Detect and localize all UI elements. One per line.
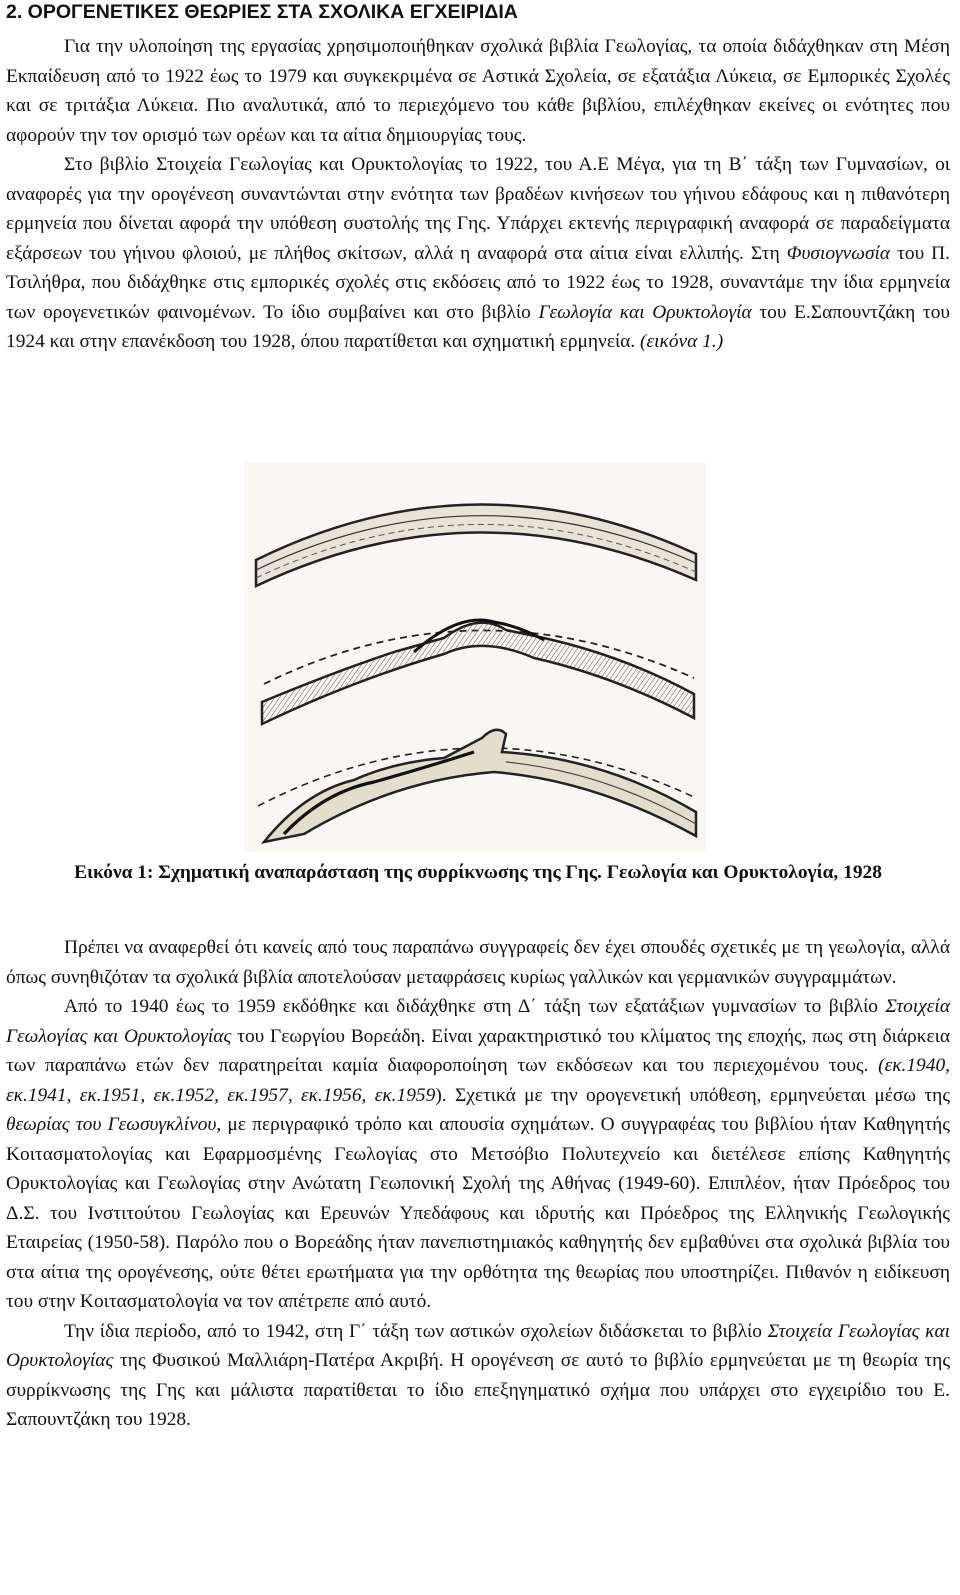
italic-title: Στοιχεία Γεωλογίας και Ορυκτολογίας	[6, 996, 950, 1047]
text-run: του Γεωργίου Βορεάδη. Είναι χαρακτηριστικό του κλίματος της εποχής, πως στη διάρκεια των παραπάνω ετών δεν παρατηρείται καμία διαφοροποίηση των εκδόσεων και του περιεχομένου τους.	[6, 1025, 950, 1076]
text-run: Στο βιβλίο Στοιχεία Γεωλογίας και Ορυκτολογίας το 1922, του Α.Ε Μέγα, για τη Β΄ τάξη των Γυμνασίων, οι αναφορές για την ορογένεση συναντώνται στην ενότητα των βραδέων κινήσεων του γήινου εδάφους και η πιθανότερη ερμηνεία που δίνεται αφορά την υπόθεση συστολής της Γης. Υπάρχει εκτενής περιγραφική αναφορά σε παραδείγματα εξάρσεων του γήινου φλοιού, με πλήθος σκίτσων, αλλά η αναφορά στα αίτια είναι ελλιπής. Στη	[6, 154, 950, 264]
italic-title: Στοιχεία Γεωλογίας και Ορυκτολογίας	[6, 1320, 951, 1371]
text-run: ). Σχετικά με την ορογενετική υπόθεση, ερμηνεύεται μέσω της	[435, 1084, 951, 1106]
italic-title: Φυσιογνωσία	[786, 242, 891, 264]
paragraph	[6, 992, 950, 1317]
section-heading: 2. ΟΡΟΓΕΝΕΤΙΚΕΣ ΘΕΩΡΙΕΣ ΣΤΑ ΣΧΟΛΙΚΑ ΕΓΧΕΙΡΙΔΙΑ	[6, 1, 518, 23]
body-text	[6, 933, 950, 1435]
paragraph	[6, 933, 950, 992]
text-run: του Ε.Σαπουντζάκη του 1924 και στην επανέκδοση του 1928, όπου παρατίθεται και σχηματική ερμηνεία.	[6, 301, 951, 352]
text-run: Πρέπει να αναφερθεί ότι κανείς από τους παραπάνω συγγραφείς δεν έχει σπουδές σχετικές με τη γεωλογία, αλλά όπως συνηθιζόταν τα σχολικά βιβλία αποτελούσαν μεταφράσεις κυρίως γαλλικών και γερμανικών συγγραμμάτων.	[6, 937, 950, 988]
intro-text	[6, 32, 950, 357]
paragraph	[6, 150, 950, 357]
text-run: , με περιγραφικό τρόπο και απουσία σχημάτων. Ο συγγραφέας του βιβλίου ήταν Καθηγητής Κοιτασματολογίας και Εφαρμοσμένης Γεωλογίας στο Μετσόβιο Πολυτεχνείο και διετέλεσε επίσης Καθηγητής Ορυκτολογίας και Γεωλογίας στην Ανώτατη Γεωπονική Σχολή της Αθήνας (1949-60). Επιπλέον, ήταν Πρόεδρος του Δ.Σ. του Ινστιτούτου Γεωλογίας και Ερευνών Υπεδάφους και ιδρυτής και Πρόεδρος της Ελληνικής Γεωλογικής Εταιρείας (1950-58). Παρόλο που ο Βορεάδης ήταν πανεπιστημιακός καθηγητής δεν εμβαθύνει στα σχολικά βιβλία του στα αίτια της ορογένεσης, ούτε θέτει ερωτήματα για την ορθότητα της θεωρίας που υποστηρίζει. Πιθανόν η ειδίκευση του στην Κοιτασματολογία να τον απέτρεπε από αυτό.	[6, 1114, 950, 1312]
text-run: Για την υλοποίηση της εργασίας χρησιμοποιήθηκαν σχολικά βιβλία Γεωλογίας, τα οποία διδάχθηκαν στη Μέση Εκπαίδευση από το 1922 έως το 1979 και συγκεκριμένα σε Αστικά Σχολεία, σε εξατάξια Λύκεια, σε Εμπορικές Σχολές και σε τριτάξια Λύκεια. Πιο αναλυτικά, από το περιεχόμενο του κάθε βιβλίου, επιλέχθηκαν εκείνες οι ενότητες που αφορούν την τον ορισμό των ορέων και τα αίτια δημιουργίας τους.	[6, 36, 950, 146]
figure-caption: Εικόνα 1: Σχηματική αναπαράσταση της συρρίκνωσης της Γης. Γεωλογία και Ορυκτολογία, 1928	[74, 862, 882, 883]
text-run: Την ίδια περίοδο, από το 1942, στη Γ΄ τάξη των αστικών σχολείων διδάσκεται το βιβλίο	[64, 1320, 768, 1342]
figure-reference: (εικόνα 1.)	[640, 331, 724, 352]
edition-list: (εκ.1940, εκ.1941, εκ.1951, εκ.1952, εκ.1957, εκ.1956, εκ.1959	[6, 1055, 950, 1106]
paragraph	[6, 32, 950, 150]
earth-contraction-figure	[244, 462, 706, 852]
italic-theory: θεωρίας του Γεωσυγκλίνου	[6, 1114, 217, 1135]
italic-title: Γεωλογία και Ορυκτολογία	[538, 301, 752, 323]
paragraph	[6, 1317, 950, 1435]
figure-illustration	[244, 462, 706, 852]
text-run: Από το 1940 έως το 1959 εκδόθηκε και διδάχθηκε στη Δ΄ τάξη των εξατάξιων γυμνασίων το βιβλίο	[64, 996, 886, 1017]
text-run: του Π. Τσιλήθρα, που διδάχθηκε στις εμπορικές σχολές στις εκδόσεις από το 1922 έως το 1928, συναντάμε την ίδια ερμηνεία των ορογενετικών φαινομένων. Το ίδιο συμβαίνει και στο βιβλίο	[6, 242, 951, 323]
text-run: της Φυσικού Μαλλιάρη-Πατέρα Ακριβή. Η ορογένεση σε αυτό το βιβλίο ερμηνεύεται με τη θεωρία της συρρίκνωσης της Γης και μάλιστα παρατίθεται το ίδιο επεξηγηματικό σχήμα που υπάρχει στο εγχειρίδιο του Ε. Σαπουντζάκη του 1928.	[6, 1350, 950, 1430]
